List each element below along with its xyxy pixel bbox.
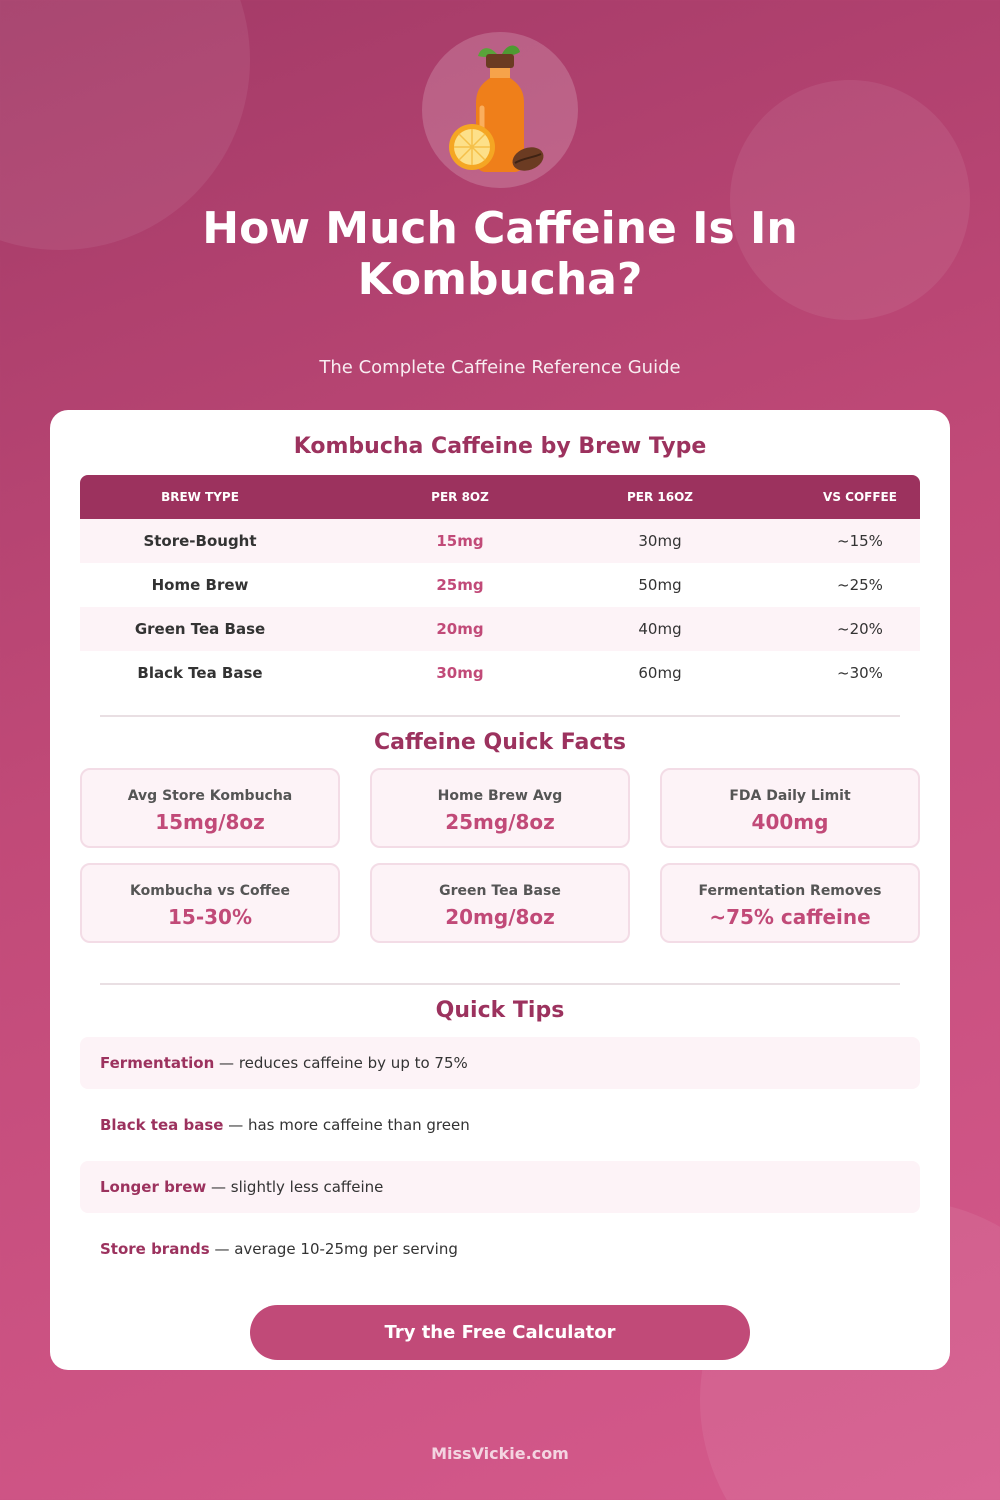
fact-label: Kombucha vs Coffee	[130, 883, 290, 899]
column-header: BREW TYPE	[161, 490, 239, 504]
tip-text: — has more caffeine than green	[223, 1116, 470, 1134]
fact-value: 400mg	[751, 810, 829, 834]
fact-value: ~75% caffeine	[709, 905, 871, 929]
table-cell: 15mg	[436, 532, 484, 550]
table-row	[80, 651, 920, 695]
table-header	[80, 475, 920, 519]
table-row	[80, 607, 920, 651]
fact-card	[660, 863, 920, 943]
table-row	[80, 519, 920, 563]
column-header: PER 16OZ	[626, 490, 693, 504]
facts-title: Caffeine Quick Facts	[374, 730, 626, 755]
fact-label: Avg Store Kombucha	[127, 788, 293, 804]
table-cell: ~20%	[837, 620, 883, 638]
fact-label: Home Brew Avg	[437, 788, 563, 804]
fact-card	[80, 863, 340, 943]
tip-item	[80, 1099, 920, 1151]
fact-card	[370, 863, 630, 943]
table-cell: ~15%	[837, 532, 883, 550]
section-divider	[100, 715, 900, 717]
tip-key: Store brands	[100, 1240, 210, 1258]
try-calculator-button[interactable]: Try the Free Calculator	[250, 1305, 750, 1360]
table-cell: 30mg	[638, 532, 682, 550]
table-row	[80, 563, 920, 607]
table-cell: Store-Bought	[143, 532, 257, 550]
column-header: PER 8OZ	[431, 490, 489, 504]
kombucha-bottle-icon	[422, 32, 578, 188]
fact-value: 20mg/8oz	[445, 905, 555, 929]
table-cell: 50mg	[638, 576, 682, 594]
tip-text: — average 10-25mg per serving	[209, 1240, 458, 1258]
content-card	[50, 410, 950, 1370]
tip-text: — reduces caffeine by up to 75%	[214, 1054, 468, 1072]
table-cell: Home Brew	[151, 576, 249, 594]
fact-value: 15mg/8oz	[155, 810, 265, 834]
table-cell: ~30%	[837, 664, 883, 682]
tip-key: Longer brew	[100, 1178, 207, 1196]
tips-title: Quick Tips	[435, 998, 565, 1023]
section-divider	[100, 983, 900, 985]
footer-brand[interactable]: MissVickie.com	[431, 1444, 569, 1463]
tip-text: — slightly less caffeine	[206, 1178, 384, 1196]
table-cell: 20mg	[436, 620, 484, 638]
tip-item	[80, 1161, 920, 1213]
fact-value: 25mg/8oz	[445, 810, 555, 834]
page-title: How Much Caffeine Is In Kombucha?	[202, 203, 798, 305]
tip-item	[80, 1223, 920, 1275]
fact-card	[370, 768, 630, 848]
table-cell: Black Tea Base	[137, 664, 263, 682]
fact-value: 15-30%	[167, 905, 252, 929]
fact-label: FDA Daily Limit	[729, 788, 851, 804]
table-cell: Green Tea Base	[134, 620, 266, 638]
table-title: Kombucha Caffeine by Brew Type	[293, 434, 707, 459]
fact-card	[80, 768, 340, 848]
fact-label: Fermentation Removes	[698, 883, 882, 899]
table-cell: 40mg	[638, 620, 682, 638]
page-subtitle: The Complete Caffeine Reference Guide	[319, 357, 681, 378]
table-cell: 25mg	[436, 576, 484, 594]
fact-card	[660, 768, 920, 848]
tip-item	[80, 1037, 920, 1089]
table-cell: 30mg	[436, 664, 484, 682]
caffeine-table	[80, 475, 920, 695]
fact-label: Green Tea Base	[439, 883, 561, 899]
tip-key: Fermentation	[100, 1054, 215, 1072]
column-header: VS COFFEE	[823, 490, 897, 504]
table-cell: 60mg	[638, 664, 682, 682]
tip-key: Black tea base	[100, 1116, 224, 1134]
table-cell: ~25%	[837, 576, 883, 594]
